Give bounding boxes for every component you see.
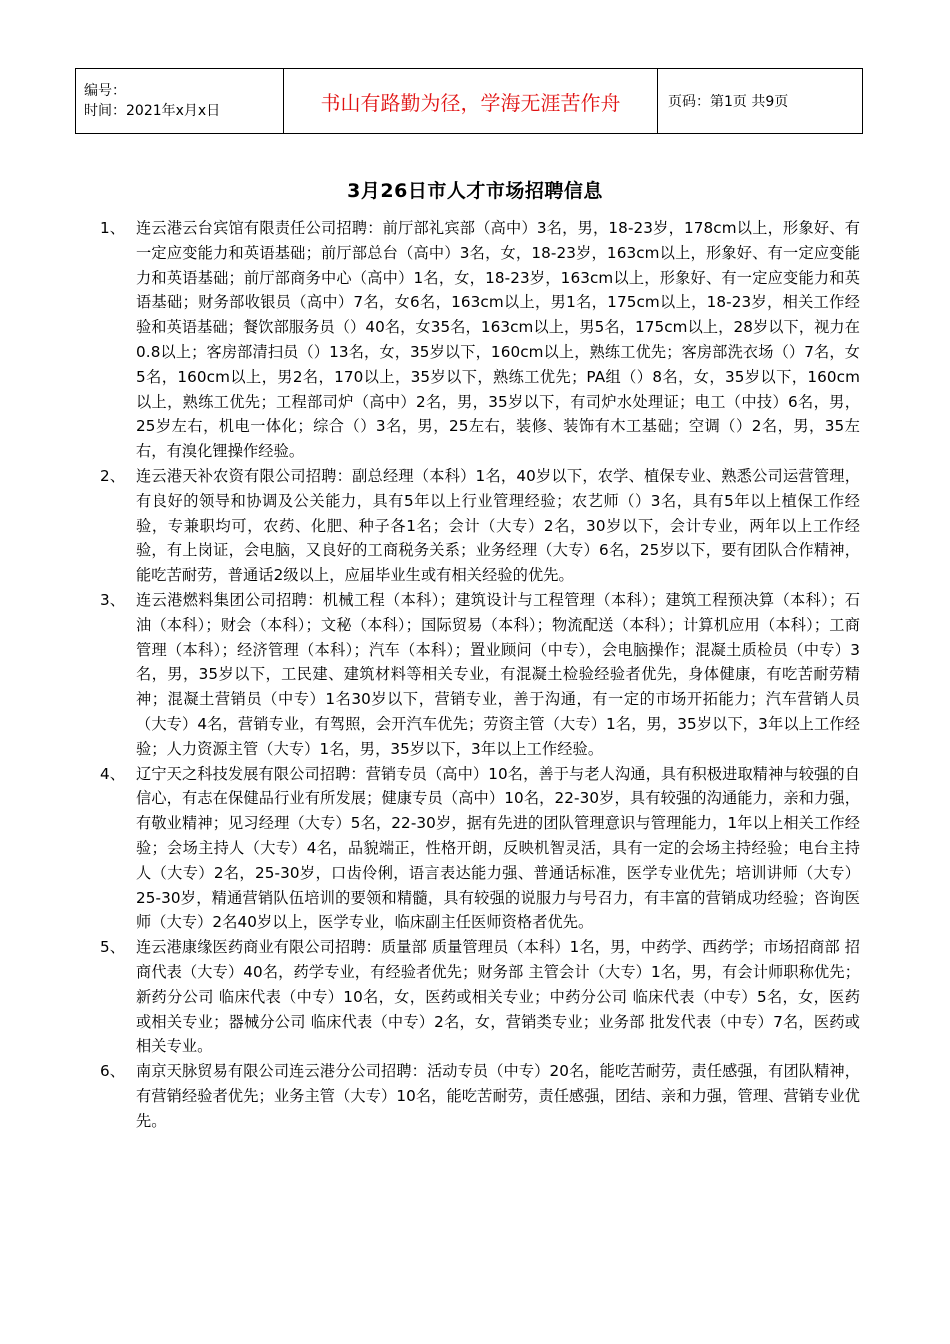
- item-text: 连云港康缘医药商业有限公司招聘：质量部 质量管理员（本科）1名，男，中药学、西药学；市场招商部 招商代表（大专）40名，药学专业，有经验者优先；财务部 主管会计（大专）1名，男，有会计师职称优先；新药分公司 临床代表（中专）10名，女，医药或相关专业；中药分公司 临床代表（中专）5名，女，医药或相关专业；器械分公司 临床代表（中专）2名，女，营销类专业；业务部 批发代表（中专）7名，医药或相关专业。: [136, 938, 860, 1056]
- item-number: 6、: [100, 1062, 126, 1081]
- job-listing-item: [100, 935, 860, 1059]
- job-listings: [100, 216, 860, 1133]
- document-header: [75, 68, 863, 134]
- item-text: 连云港天补农资有限公司招聘：副总经理（本科）1名，40岁以下，农学、植保专业、熟悉公司运营管理，有良好的领导和协调及公关能力，具有5年以上行业管理经验；农艺师（）3名，具有5年以上植保工作经验，专兼职均可，农药、化肥、种子各1名；会计（大专）2名，30岁以下，会计专业，两年以上工作经验，有上岗证，会电脑，又良好的工商税务关系；业务经理（大专）6名，25岁以下，要有团队合作精神，能吃苦耐劳，普通话2级以上，应届毕业生或有相关经验的优先。: [136, 466, 860, 585]
- item-number: 5、: [100, 938, 126, 957]
- job-listing-item: [100, 464, 860, 588]
- header-motto: 书山有路勤为径，学海无涯苦作舟: [284, 69, 658, 134]
- item-text: 辽宁天之科技发展有限公司招聘：营销专员（高中）10名，善于与老人沟通，具有积极进取精神与较强的自信心，有志在保健品行业有所发展；健康专员（高中）10名，22-30岁，具有较强的沟通能力，亲和力强，有敬业精神；见习经理（大专）5名，22-30岁，据有先进的团队管理意识与管理能力，1年以上相关工作经验；会场主持人（大专）4名，品貌端正，性格开朗，反映机智灵活，具有一定的会场主持经验；电台主持人（大专）2名，25-30岁，口齿伶俐，语言表达能力强、普通话标准，医学专业优先；培训讲师（大专）25-30岁，精通营销队伍培训的要领和精髓，具有较强的说服力与号召力，有丰富的营销成功经验；咨询医师（大专）2名40岁以上，医学专业，临床副主任医师资格者优先。: [136, 764, 860, 932]
- document-number-label: 编号：: [84, 83, 126, 99]
- item-number: 3、: [100, 590, 126, 609]
- header-meta-cell: [76, 69, 284, 134]
- job-listing-item: [100, 588, 860, 762]
- header-page-info: 页码：第1页 共9页: [658, 69, 863, 134]
- job-listing-item: [100, 762, 860, 936]
- page-title: 3月26日市人才市场招聘信息: [347, 180, 603, 202]
- item-text: 南京天脉贸易有限公司连云港分公司招聘：活动专员（中专）20名，能吃苦耐劳，责任感强，有团队精神，有营销经验者优先；业务主管（大专）10名，能吃苦耐劳，责任感强，团结、亲和力强，管理、营销专业优先。: [136, 1062, 860, 1130]
- item-text: 连云港云台宾馆有限责任公司招聘：前厅部礼宾部（高中）3名，男，18-23岁，178cm以上，形象好、有一定应变能力和英语基础；前厅部总台（高中）3名，女，18-23岁，163cm以上，形象好、有一定应变能力和英语基础；前厅部商务中心（高中）1名，女，18-23岁，163cm以上，形象好、有一定应变能力和英语基础；财务部收银员（高中）7名，女6名，163cm以上，男1名，175cm以上，18-23岁，相关工作经验和英语基础；餐饮部服务员（）40名，女35名，163cm以上，男5名，175cm以上，28岁以下，视力在0.8以上；客房部清扫员（）13名，女，35岁以下，160cm以上，熟练工优先；客房部洗衣场（）7名，女5名，160cm以上，男2名，170以上，35岁以下，熟练工优先；PA组（）8名，女，35岁以下，160cm以上，熟练工优先；工程部司炉（高中）2名，男，35岁以下，有司炉水处理证；电工（中技）6名，男，25岁左右，机电一体化；综合（）3名，男，25左右，装修、装饰有木工基础；空调（）2名，男，35左右，有溴化锂操作经验。: [136, 219, 860, 461]
- item-number: 4、: [100, 764, 126, 783]
- item-number: 2、: [100, 466, 126, 485]
- item-number: 1、: [100, 219, 126, 237]
- job-listing-item: [100, 216, 860, 464]
- document-time-label: 时间：2021年x月x日: [84, 103, 221, 119]
- job-listing-item: [100, 1059, 860, 1133]
- item-text: 连云港燃料集团公司招聘：机械工程（本科）；建筑设计与工程管理（本科）；建筑工程预决算（本科）；石油（本科）；财会（本科）；文秘（本科）；国际贸易（本科）；物流配送（本科）；计算机应用（本科）；工商管理（本科）；经济管理（本科）；汽车（本科）；置业顾问（中专），会电脑操作；混凝土质检员（中专）3名，男，35岁以下，工民建、建筑材料等相关专业，有混凝土检验经验者优先，身体健康，有吃苦耐劳精神；混凝土营销员（中专）1名30岁以下，营销专业，善于沟通，有一定的市场开拓能力；汽车营销人员（大专）4名，营销专业，有驾照，会开汽车优先；劳资主管（大专）1名，男，35岁以下，3年以上工作经验；人力资源主管（大专）1名，男，35岁以下，3年以上工作经验。: [136, 590, 860, 758]
